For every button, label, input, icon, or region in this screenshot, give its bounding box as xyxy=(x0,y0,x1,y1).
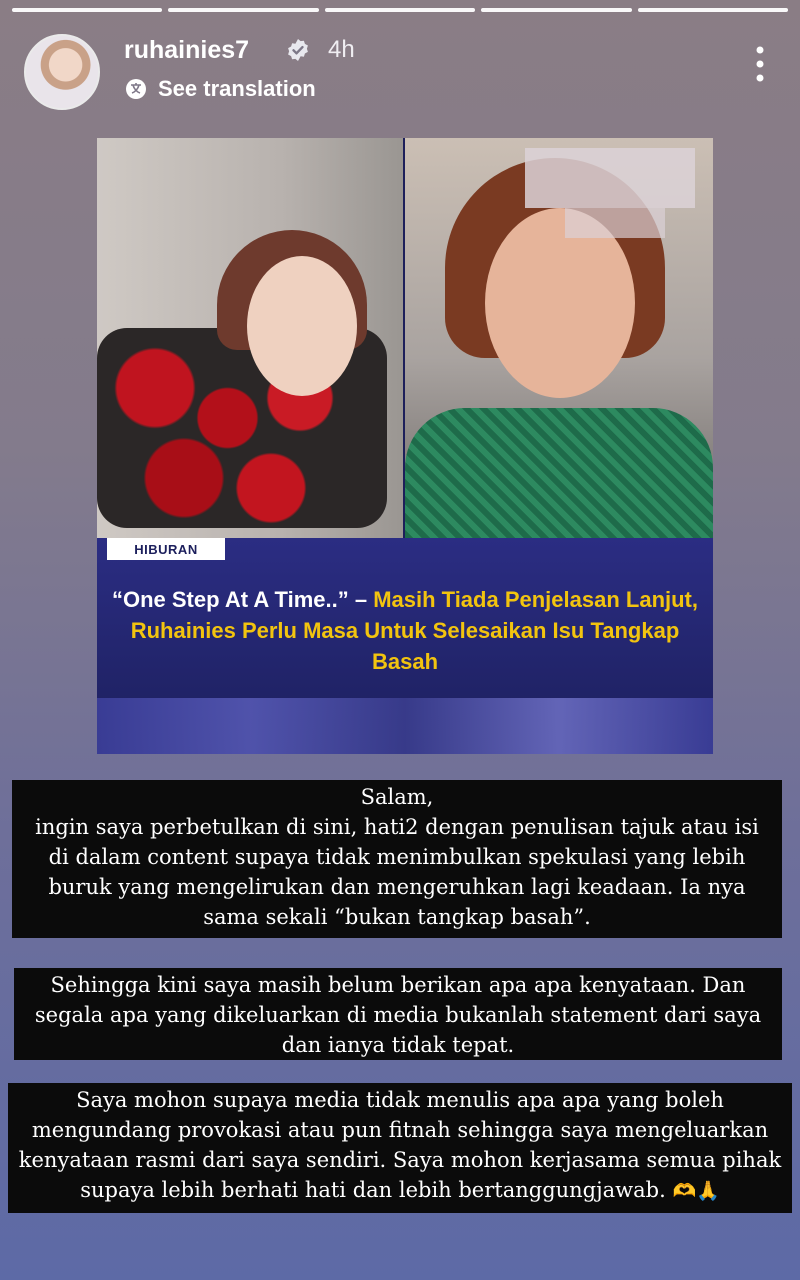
see-translation-button[interactable] xyxy=(124,76,316,102)
note-text: ingin saya perbetulkan di sini, hati2 dengan penulisan tajuk atau isi di dalam content supaya tidak menimbulkan spekulasi yang lebih buruk yang mengelirukan dan mengeruhkan lagi keadaan. Ia nya sama sekali “bukan tangkap basah”. xyxy=(35,815,759,929)
see-translation-label: See translation xyxy=(158,76,316,101)
heart-hands-pray-emoji: 🫶🙏 xyxy=(672,1180,720,1202)
blurred-source-strip xyxy=(97,698,713,754)
more-options-icon[interactable] xyxy=(754,44,766,84)
note-text: Sehingga kini saya masih belum berikan apa apa kenyataan. Dan segala apa yang dikeluarkan di media bukanlah statement dari saya dan ianya tidak tepat. xyxy=(34,973,762,1057)
post-photo-left xyxy=(97,138,403,538)
green-lace-dress xyxy=(405,408,713,538)
progress-segment xyxy=(325,8,475,12)
translate-icon xyxy=(124,77,148,101)
verified-badge-icon xyxy=(286,38,310,62)
headline-panel xyxy=(97,538,713,754)
text-block-1 xyxy=(12,780,782,938)
shared-post-card[interactable] xyxy=(97,138,713,754)
progress-segment xyxy=(12,8,162,12)
text-block-2 xyxy=(14,968,782,1060)
text-block-3 xyxy=(8,1083,792,1213)
progress-segment xyxy=(638,8,788,12)
story-progress-bar xyxy=(12,8,788,12)
avatar[interactable] xyxy=(24,34,100,110)
progress-segment xyxy=(481,8,631,12)
username[interactable]: ruhainies7 xyxy=(124,36,250,64)
person-face xyxy=(247,256,357,396)
category-tag: HIBURAN xyxy=(107,538,225,560)
progress-segment xyxy=(168,8,318,12)
story-header xyxy=(24,30,776,110)
blurred-logo xyxy=(525,148,695,208)
note-text: Saya mohon supaya media tidak menulis apa apa yang boleh mengundang provokasi atau pun fitnah sehingga saya mengeluarkan kenyataan rasmi dari saya sendiri. Saya mohon kerjasama semua pihak supaya lebih berhati hati dan lebih bertanggungjawab. 🫶🙏 xyxy=(18,1085,782,1206)
post-time: 4h xyxy=(328,36,355,63)
post-photo-right xyxy=(405,138,713,538)
post-headline: “One Step At A Time..” – Masih Tiada Penjelasan Lanjut, Ruhainies Perlu Masa Untuk Selesaikan Isu Tangkap Basah xyxy=(111,587,698,674)
greeting-text: Salam, xyxy=(360,785,434,809)
